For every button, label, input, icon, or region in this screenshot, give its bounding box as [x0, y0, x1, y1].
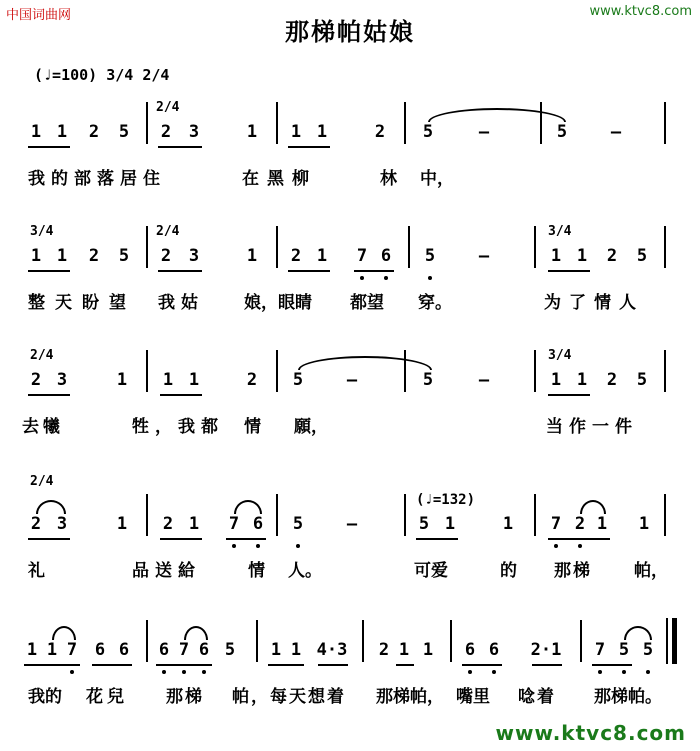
lyric: 当作一件 [546, 417, 638, 437]
note: 1 [56, 122, 68, 142]
tempo-change: (♩=132) [416, 492, 476, 508]
lyric: 品送給 [132, 561, 201, 581]
note: 2 [606, 246, 618, 266]
note: 5 [118, 122, 130, 142]
note: 5 [418, 514, 430, 534]
note: 7 [228, 514, 240, 534]
note: 1 [290, 640, 302, 660]
lyric: 那梯帕。 [594, 687, 662, 707]
lyrics-row-4 [22, 556, 682, 584]
note: 2 [88, 122, 100, 142]
note: 1 [56, 246, 68, 266]
barline [404, 494, 406, 536]
lyric: 那梯帕， [376, 687, 444, 707]
note: 6 [252, 514, 264, 534]
barline [362, 620, 364, 662]
slur [52, 626, 76, 640]
note: 1 [550, 370, 562, 390]
barline [146, 350, 148, 392]
note: 1 [188, 370, 200, 390]
note: 6 [464, 640, 476, 660]
tie [298, 356, 432, 370]
note: 1 [596, 514, 608, 534]
note: 5 [636, 246, 648, 266]
dash: — [346, 514, 358, 534]
watermark-left: 中国词曲网 [6, 8, 72, 23]
barline [534, 226, 536, 268]
lyric: 中， [420, 169, 454, 189]
note: 6 [198, 640, 210, 660]
barline [664, 226, 666, 268]
lyric: 都望 [350, 293, 384, 313]
barline [450, 620, 452, 662]
note: 1 [576, 246, 588, 266]
lyrics-row-5 [22, 682, 682, 710]
lyric: 林 [380, 169, 397, 189]
barline [404, 102, 406, 144]
barline [664, 350, 666, 392]
note: 6 [118, 640, 130, 660]
note: 5 [422, 122, 434, 142]
lyric: 那梯 [554, 561, 592, 581]
note: 1 [30, 246, 42, 266]
note: 7 [550, 514, 562, 534]
lyric: 嘴里 [456, 687, 490, 707]
barline [664, 102, 666, 144]
lyric: 人。 [288, 561, 322, 581]
note: 2 [162, 514, 174, 534]
note: 1 [576, 370, 588, 390]
lyric: 願， [294, 417, 328, 437]
barline [540, 102, 542, 144]
note: 2 [160, 122, 172, 142]
lyric: 帕，每天想着 [232, 687, 346, 707]
time-signature: 3/4 [548, 224, 572, 239]
time-signature: 2/4 [30, 474, 54, 489]
barline [534, 494, 536, 536]
barline [146, 494, 148, 536]
note: 5 [618, 640, 630, 660]
note: 7 [178, 640, 190, 660]
lyric: 穿。 [418, 293, 452, 313]
note: 1 [30, 122, 42, 142]
notes-row-3 [0, 348, 700, 400]
barline [276, 494, 278, 536]
note: 2 [30, 370, 42, 390]
barline [146, 102, 148, 144]
watermark-right: www.ktvc8.com [589, 4, 692, 19]
note: 1 [162, 370, 174, 390]
time-signature: 2/4 [156, 224, 180, 239]
slur [184, 626, 208, 640]
lyric: 我的部落居住 [28, 169, 166, 189]
barline [404, 350, 406, 392]
tie [428, 108, 566, 122]
lyric: 牲，我都 [132, 417, 224, 437]
note: 2 [574, 514, 586, 534]
note: 4·3 [316, 640, 348, 660]
watermark-bottom: www.ktvc8.com [495, 721, 686, 745]
lyrics-row-2 [22, 288, 682, 316]
lyric: 去犧 [22, 417, 64, 437]
note: 5 [224, 640, 236, 660]
note: 5 [636, 370, 648, 390]
note: 1 [638, 514, 650, 534]
note: 1 [246, 122, 258, 142]
song-title: 那梯帕姑娘 [285, 17, 415, 46]
lyric: 的 [500, 561, 517, 581]
note: 7 [594, 640, 606, 660]
barline [146, 226, 148, 268]
barline [664, 494, 666, 536]
note: 1 [116, 514, 128, 534]
lyric: 我的 [28, 687, 62, 707]
note: 3 [188, 122, 200, 142]
slur [234, 500, 262, 514]
lyric: 在黑柳 [242, 169, 317, 189]
barline [276, 350, 278, 392]
note: 3 [188, 246, 200, 266]
note: 7 [356, 246, 368, 266]
note: 1 [290, 122, 302, 142]
note: 3 [56, 370, 68, 390]
note: 1 [316, 246, 328, 266]
lyric: 那梯 [166, 687, 204, 707]
lyric: 礼 [28, 561, 45, 581]
note: 6 [380, 246, 392, 266]
barline [146, 620, 148, 662]
note: 5 [292, 514, 304, 534]
dash: — [346, 370, 358, 390]
note: 2·1 [530, 640, 562, 660]
lyric: 娘，眼睛 [244, 293, 312, 313]
lyric: 花兒 [86, 687, 128, 707]
notes-row-1 [0, 100, 700, 152]
note: 5 [422, 370, 434, 390]
note: 2 [374, 122, 386, 142]
slur [580, 500, 606, 514]
lyric: 可爱 [414, 561, 448, 581]
note: 1 [550, 246, 562, 266]
dash: — [478, 370, 490, 390]
note: 5 [292, 370, 304, 390]
lyrics-row-3 [22, 412, 682, 440]
time-signature: 2/4 [30, 348, 54, 363]
barline [256, 620, 258, 662]
note: 2 [606, 370, 618, 390]
dash: — [610, 122, 622, 142]
barline [534, 350, 536, 392]
lyrics-row-1 [22, 164, 682, 192]
note: 1 [316, 122, 328, 142]
note: 2 [160, 246, 172, 266]
note: 1 [26, 640, 38, 660]
barline [276, 102, 278, 144]
note: 2 [290, 246, 302, 266]
note: 2 [246, 370, 258, 390]
dash: — [478, 246, 490, 266]
note: 5 [556, 122, 568, 142]
tempo-and-meter: (♩=100) 3/4 2/4 [34, 66, 170, 84]
final-barline [672, 618, 677, 664]
note: 1 [398, 640, 410, 660]
notes-row-2 [0, 224, 700, 276]
barline [580, 620, 582, 662]
barline [276, 226, 278, 268]
time-signature: 2/4 [156, 100, 180, 115]
lyric: 我姑 [158, 293, 204, 313]
barline [408, 226, 410, 268]
note: 5 [642, 640, 654, 660]
dash: — [478, 122, 490, 142]
note: 1 [246, 246, 258, 266]
note: 2 [88, 246, 100, 266]
note: 1 [422, 640, 434, 660]
note: 6 [158, 640, 170, 660]
note: 7 [66, 640, 78, 660]
note: 6 [488, 640, 500, 660]
lyric: 唸着 [518, 687, 556, 707]
note: 1 [270, 640, 282, 660]
note: 1 [188, 514, 200, 534]
note: 3 [56, 514, 68, 534]
notes-row-5 [0, 640, 700, 670]
note: 5 [118, 246, 130, 266]
note: 2 [378, 640, 390, 660]
note: 6 [94, 640, 106, 660]
lyric: 帕， [634, 561, 668, 581]
lyric: 情 [248, 561, 265, 581]
lyric: 情 [244, 417, 261, 437]
slur [36, 500, 66, 514]
time-signature: 3/4 [30, 224, 54, 239]
lyric: 为了情人 [544, 293, 644, 313]
note: 1 [444, 514, 456, 534]
note: 5 [424, 246, 436, 266]
note: 1 [502, 514, 514, 534]
time-signature: 3/4 [548, 348, 572, 363]
lyric: 整天盼望 [28, 293, 136, 313]
note: 1 [116, 370, 128, 390]
note: 1 [46, 640, 58, 660]
note: 2 [30, 514, 42, 534]
slur [624, 626, 652, 640]
